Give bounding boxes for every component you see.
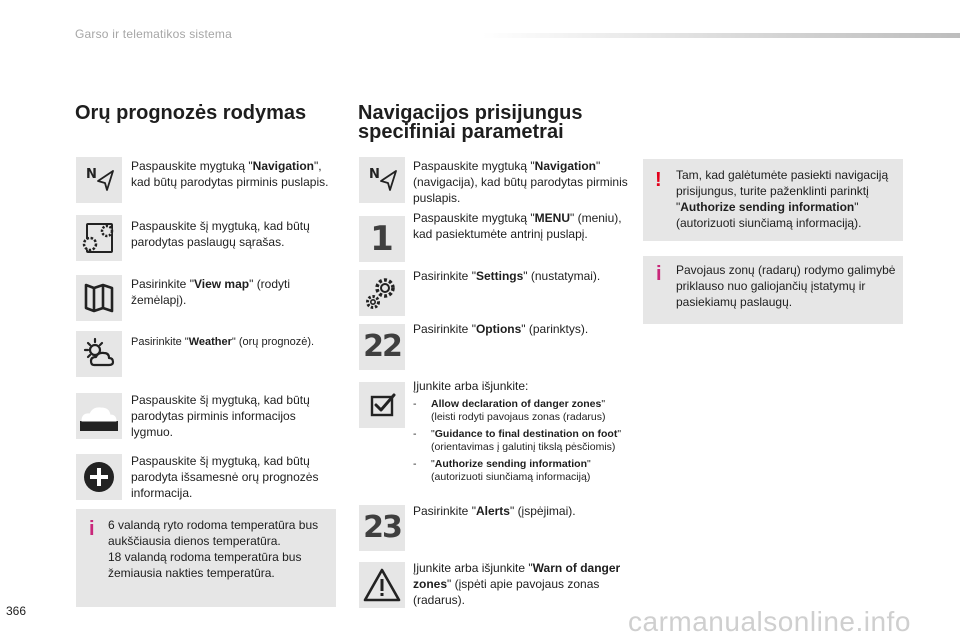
note-line-evening: 18 valandą rodoma temperatūra bus žemiausia nakties temperatūra. <box>108 550 302 580</box>
step-number-22: 22 <box>363 329 401 364</box>
map-icon-box <box>76 275 122 321</box>
mid-step-settings: Pasirinkite "Settings" (nustatymai). <box>413 269 601 283</box>
cloud-icon-box <box>76 393 122 439</box>
map-icon <box>76 275 122 321</box>
mid-options-list <box>413 398 628 488</box>
danger-zones-info-text: Pavojaus zonų (radarų) rodymo galimybė priklauso nuo galiojančių įstatymų ir pasiekiamų paslaugų. <box>676 263 896 309</box>
option-guidance-on-foot: - "Guidance to final destination on foot" (orientavimas į galutinį tikslą pėsčiomis) <box>413 428 622 453</box>
step-number-23: 23 <box>363 510 401 545</box>
authorize-warning-text: Tam, kad galėtumėte pasiekti navigaciją prisijungus, turite paženklinti parinktį "Authorize sending information" (autorizuoti siunčiamą informaciją). <box>676 168 889 230</box>
left-step-view-map: Pasirinkite "View map" (rodyti žemėlapį). <box>131 277 291 307</box>
connected-nav-title-line1: Navigacijos prisijungus <box>358 102 583 124</box>
settings-gears-icon <box>359 270 405 316</box>
step-badge-23 <box>359 505 405 551</box>
settings-icon-box <box>359 270 405 316</box>
info-icon: i <box>656 263 662 285</box>
cloud-icon <box>76 393 122 439</box>
services-icon-box <box>76 215 122 261</box>
authorize-warning-note <box>643 159 903 241</box>
header-rule <box>482 33 960 38</box>
info-icon: i <box>89 518 95 540</box>
mid-step-menu: Paspauskite mygtuką "MENU" (meniu), kad pasiektumėte antrinį puslapį. <box>413 211 622 241</box>
svg-text:N: N <box>86 167 97 182</box>
step-badge-22 <box>359 324 405 370</box>
step-badge-1 <box>359 216 405 262</box>
mid-step-alerts: Pasirinkite "Alerts" (įspėjimai). <box>413 504 576 518</box>
plus-icon <box>76 454 122 500</box>
temperature-info-note <box>76 509 336 607</box>
option-authorize-sending: - "Authorize sending information" (autorizuoti siunčiamą informaciją) <box>413 458 591 483</box>
svg-text:N: N <box>369 167 380 182</box>
step-number-1: 1 <box>370 219 394 259</box>
weather-icon <box>76 331 122 377</box>
settings-gears-icon <box>76 215 122 261</box>
option-danger-zones: - Allow declaration of danger zones" (leisti rodyti pavojaus zonas (radarus) <box>413 398 606 423</box>
weather-icon-box <box>76 331 122 377</box>
weather-section-title: Orų prognozės rodymas <box>75 102 307 124</box>
warning-exclamation-icon: ! <box>655 169 662 191</box>
mid-step-options: Pasirinkite "Options" (parinktys). <box>413 322 589 336</box>
plus-icon-box <box>76 454 122 500</box>
mid-step-navigation: Paspauskite mygtuką "Navigation" (navigacija), kad būtų parodytas pirminis puslapis. <box>413 159 628 205</box>
danger-zones-info-note <box>643 256 903 324</box>
left-step-navigation: Paspauskite mygtuką "Navigation", kad būtų parodytas pirminis puslapis. <box>131 159 329 189</box>
warning-icon-box <box>359 562 405 608</box>
connected-nav-title-line2: specifiniai parametrai <box>358 121 564 143</box>
watermark: carmanualsonline.info <box>628 606 911 637</box>
left-step-services: Paspauskite šį mygtuką, kad būtų parodytas paslaugų sąrašas. <box>131 219 310 249</box>
left-step-basic-info: Paspauskite šį mygtuką, kad būtų parodytas pirminis informacijos lygmuo. <box>131 393 310 439</box>
warning-triangle-icon <box>359 562 405 608</box>
page-number: 366 <box>6 604 27 618</box>
navigation-n-icon <box>76 157 122 203</box>
checkbox-icon-box <box>359 382 405 428</box>
navigation-n-icon <box>359 157 405 203</box>
mid-step-warn-danger: Įjunkite arba išjunkite "Warn of danger zones" (įspėti apie pavojaus zonas (radarus). <box>413 561 621 607</box>
navigation-icon-box <box>76 157 122 203</box>
left-step-weather: Pasirinkite "Weather" (orų prognozė). <box>131 336 315 348</box>
mid-toggle-intro: Įjunkite arba išjunkite: <box>413 379 529 393</box>
section-header: Garso ir telematikos sistema <box>75 27 232 41</box>
checkbox-icon <box>359 382 405 428</box>
note-line-morning: 6 valandą ryto rodoma temperatūra bus aukščiausia dienos temperatūra. <box>108 518 319 548</box>
left-step-detailed-info: Paspauskite šį mygtuką, kad būtų parodyta išsamesnė orų prognozės informacija. <box>131 454 319 500</box>
navigation-icon-box-2 <box>359 157 405 203</box>
